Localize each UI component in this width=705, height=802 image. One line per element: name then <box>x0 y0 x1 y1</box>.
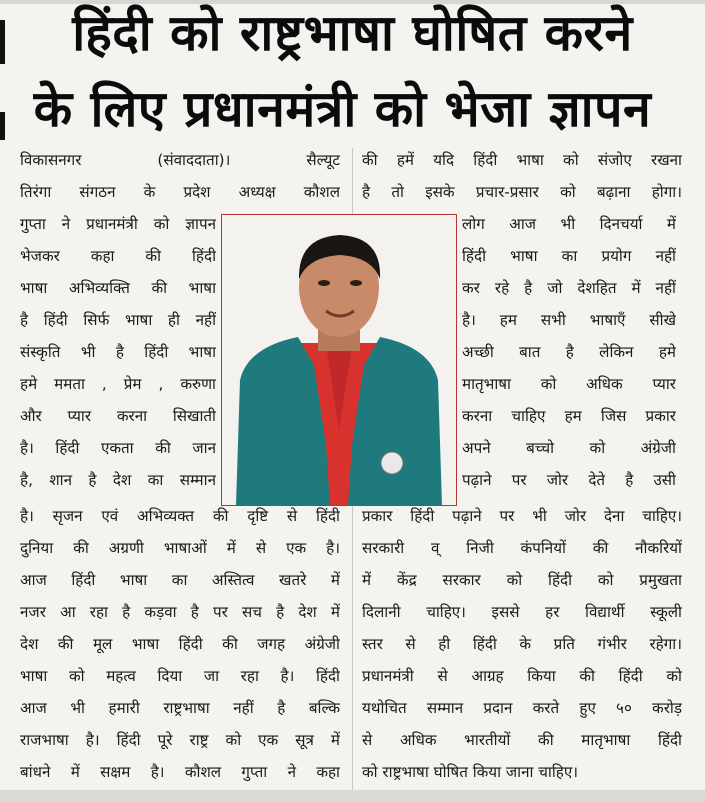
text-line: विकासनगर (संवाददाता)। सैल्यूट <box>20 151 340 169</box>
text-line: करना चाहिए हम जिस प्रकार <box>462 407 676 425</box>
text-line: हिंदी भाषा का प्रयोग नहीं <box>462 247 676 265</box>
text-line: और प्यार करना सिखाती <box>20 407 216 425</box>
text-line: है, शान है देश का सम्मान <box>20 471 216 489</box>
text-line: दुनिया की अग्रणी भाषाओं में से एक है। <box>20 539 340 557</box>
text-line: की हमें यदि हिंदी भाषा को संजोए रखना <box>362 151 682 169</box>
text-line: पढ़ाने पर जोर देते है उसी <box>462 471 676 489</box>
text-line: आज हिंदी भाषा का अस्तित्व खतरे में <box>20 571 340 589</box>
text-line: भेजकर कहा की हिंदी <box>20 247 216 265</box>
text-line: बांधने में सक्षम है। कौशल गुप्ता ने कहा <box>20 763 340 781</box>
right-column-wrap <box>462 208 676 496</box>
text-line: मातृभाषा को अधिक प्यार <box>462 375 676 393</box>
text-line: आज भी हमारी राष्ट्रभाषा नहीं है बल्कि <box>20 699 340 717</box>
text-line: राजभाषा है। हिंदी पूरे राष्ट्र को एक सूत्र में <box>20 731 340 749</box>
left-column-wrap <box>20 208 216 496</box>
headline-line-1: हिंदी को राष्ट्रभाषा घोषित करने <box>72 4 633 62</box>
text-line: दिलानी चाहिए। इससे हर विद्यार्थी स्कूली <box>362 603 682 621</box>
portrait-photo <box>221 214 457 506</box>
text-line: तिरंगा संगठन के प्रदेश अध्यक्ष कौशल <box>20 183 340 201</box>
right-column-bottom <box>362 500 682 788</box>
text-line: कर रहे है जो देशहित में नहीं <box>462 279 676 297</box>
text-line: हमे ममता , प्रेम , करुणा <box>20 375 216 393</box>
headline-line-2: के लिए प्रधानमंत्री को भेजा ज्ञापन <box>33 80 652 138</box>
text-line: है हिंदी सिर्फ भाषा ही नहीं <box>20 311 216 329</box>
left-column-top <box>20 144 340 208</box>
text-line: भाषा अभिव्यक्ति की भाषा <box>20 279 216 297</box>
portrait-illustration <box>222 215 456 505</box>
right-column-top <box>362 144 682 208</box>
text-line: है तो इसके प्रचार-प्रसार को बढ़ाना होगा। <box>362 183 682 201</box>
text-line: प्रधानमंत्री से आग्रह किया की हिंदी को <box>362 667 682 685</box>
text-line: नजर आ रहा है कड़वा है पर सच है देश में <box>20 603 340 621</box>
page-bottom-edge <box>0 790 705 802</box>
text-line: भाषा को महत्व दिया जा रहा है। हिंदी <box>20 667 340 685</box>
text-line: देश की मूल भाषा हिंदी की जगह अंग्रेजी <box>20 635 340 653</box>
left-column-bottom <box>20 500 340 788</box>
text-line: अच्छी बात है लेकिन हमे <box>462 343 676 361</box>
text-line: से अधिक भारतीयों की मातृभाषा हिंदी <box>362 731 682 749</box>
text-line: है। सृजन एवं अभिव्यक्त की दृष्टि से हिंदी <box>20 507 340 525</box>
text-line: है। हिंदी एकता की जान <box>20 439 216 457</box>
text-line: यथोचित सम्मान प्रदान करते हुए ५० करोड़ <box>362 699 682 717</box>
text-line: अपने बच्चो को अंग्रेजी <box>462 439 676 457</box>
text-line: संस्कृति भी है हिंदी भाषा <box>20 343 216 361</box>
article-headline <box>0 4 705 138</box>
text-line: प्रकार हिंदी पढ़ाने पर भी जोर देना चाहिए। <box>362 507 682 525</box>
text-line: गुप्ता ने प्रधानमंत्री को ज्ञापन <box>20 215 216 233</box>
text-line: है। हम सभी भाषाएँ सीखे <box>462 311 676 329</box>
text-line: में केंद्र सरकार को हिंदी को प्रमुखता <box>362 571 682 589</box>
text-line: स्तर से ही हिंदी के प्रति गंभीर रहेगा। <box>362 635 682 653</box>
text-line: को राष्ट्रभाषा घोषित किया जाना चाहिए। <box>362 763 578 781</box>
text-line: लोग आज भी दिनचर्या में <box>462 215 676 233</box>
text-line: सरकारी व् निजी कंपनियों की नौकरियों <box>362 539 682 557</box>
